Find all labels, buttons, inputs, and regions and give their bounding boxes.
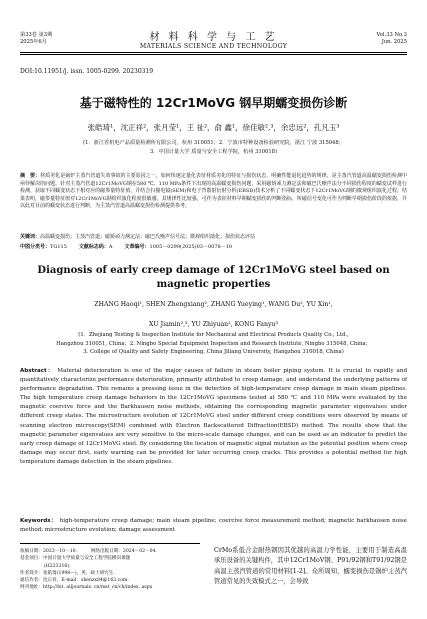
volume-cn: 第33卷 第3期 — [20, 32, 53, 38]
authors-cn: 张皓琦¹，沈正祥²，张月莹¹，王 祉²，俞 鑫¹，徐佳敏²,³，余忠远²，孔凡玉³ — [87, 123, 340, 132]
title-cn: 基于磁特性的 12Cr1MoVG 钢早期蠕变损伤诊断 — [79, 96, 348, 110]
footnote — [20, 548, 216, 592]
journal-name-cn: 材 料 科 学 与 工 艺 — [149, 32, 278, 43]
affiliations-cn — [20, 139, 407, 156]
abstract-en-label: Abstract： — [20, 368, 55, 374]
header-right — [377, 32, 407, 46]
authors-en-line2: XU Jiamin²,³, YU Zhiyuan², KONG Fanyu³ — [149, 321, 278, 328]
abstract-cn — [20, 173, 407, 211]
clc-value: TG115 — [50, 244, 67, 250]
affiliation-cn-line: (1．浙江省机电产品质量检测所有限公司，杭州 310051；2．宁波市特种设备检验研究院，浙江 宁波 315048； — [83, 140, 344, 146]
doi[interactable]: DOI:10.11951/j. issn. 1005-0299. 20230319 — [20, 68, 154, 75]
header-rule-thin — [20, 54, 407, 55]
keywords-cn-label: 关键词： — [20, 234, 41, 240]
date-cn: 2025年6月 — [20, 39, 47, 45]
abstract-cn-text: 材质劣化是锅炉主蒸汽管道失效事故的主要原因之一，如何快速定量化表征材质劣化的特征与损伤状态，明确性能退化趋势的规律，是主蒸汽管道高温蠕变损伤检测中亟待解决的问题。针对主蒸汽管道12Cr1MoVG钢在580 ℃、110 MPa条件下出现的高温蠕变损伤问题，采用磁矫顽力测定法和磁巴氏噪声法分不同损伤程度的蠕变试样进行检测，获取不同蠕变状态下相对应的磁参量特征值，并结合扫描电镜(SEM)和电子背散射衍射分析(EBSD)技术分析了不同蠕变状态下12Cr1MoVG钢的微观组织演化过程，结果表明，磁参量特征值对12Cr1MoVG钢组织演化程度很敏感，其规律性比较强，可作为表征材料早期蠕变损伤的判断指标，所磁信号变化可作为判断早期损伤阶段的依据，并以此对目前的蠕变状态进行判断，为主蒸汽管道高温蠕变损伤检测提供参考。 — [20, 173, 407, 210]
affiliation-en-line: Hangzhou 310051, China；2. Ningbo Special Equipment Inspection and Research Institute, Ningbo 315048, China； — [56, 340, 371, 347]
journal-header — [20, 28, 407, 54]
fund-line: 基金项目：中国计量大学质量与安全工程学院横向课题 — [20, 556, 131, 562]
abstract-en — [20, 367, 407, 467]
authors-en-line1: ZHANG Haoqi¹, SHEN Zhengxiang², ZHANG Yueying¹, WANG Du², YU Xin¹, — [94, 301, 333, 308]
article-no-field — [125, 243, 233, 250]
article-no-label: 文章编号： — [124, 244, 150, 250]
classification-row — [20, 243, 407, 250]
abstract-en-text: Material deterioration is one of the major causes of failure in steam boiler piping system. It is crucial to rapidly and quantitatively characterize performance deterioration, primarily attributed to creep damage, and understand the underlying patterns of performance degradation. This remains a pressing issue in the detection of high-temperature creep damage in main steam pipelines. The high temperature creep damage behaviors in the 12Cr1MoVG specimens tested at 580 ℃ and 110 MPa were evaluated by the magnetic coercive force and the Barkhausen noise methods, obtaining the corresponding magnetic parameter eigenvalues under different creep states. The microstructure evolution of 12Cr1MoVG steel under different creep conditions were observed by means of scanning electron microscopy(SEM) combined with Electron Backscattered Diffraction(EBSD) method. The results show that the magnetic parameter eigenvalues are very sensitive to the micro-scale damage changes, and can be used as an indicator to predict the early creep damage of 12Cr1MoVG steel. By considering the location of magnetic signal mutation as the potential position where creep damage may occur first, early warning can be provided for later occurring creep cracks. This provides a potential method for high temperature damage detection in the steam pipelines. — [20, 368, 407, 465]
clc-label: 中图分类号： — [20, 244, 51, 250]
clc-field — [20, 243, 67, 250]
article-no-value: 1005－0299(2025)03－0078－10 — [149, 244, 233, 250]
header-rule-thick — [20, 52, 407, 53]
affiliation-cn-line: 3．中国计量大学 质量与安全工程学院，杭州 310018) — [150, 148, 277, 155]
keywords-cn — [20, 234, 407, 242]
affiliation-en-line: (1．Zhejiang Testing & Inspection Institute for Mechanical and Electrical Products Quality Co., Ltd., — [78, 332, 349, 338]
journal-url[interactable]: 网刊地址：http://hit. alljournals. cn/mst_cn/ch/index. aspx — [20, 585, 153, 591]
body-text: CrMo系低合金耐热钢因其优越的高温力学性能，主要用于制造高温承压设备的关键构件，其中12Cr1MoV钢、P91/92钢和T91/92钢是高温主蒸汽管道的常用材料[1-2]。众所周知，蠕变损伤是锅炉主蒸汽管道常见的失效模式之一，会导致 — [214, 547, 407, 586]
abstract-cn-label: 摘 要： — [20, 173, 41, 179]
header-center — [20, 28, 407, 50]
affiliations-en — [20, 331, 407, 357]
keywords-en-label: Keywords： — [20, 518, 58, 524]
date-en: Jun. 2025 — [381, 39, 407, 45]
footnote-rule — [20, 543, 200, 544]
title-en: Diagnosis of early creep damage of 12Cr1MoVG steel based on magnetic properties — [37, 265, 390, 290]
received-date: 收稿日期：2023－10－10. 网络出版日期：2024－02－04. — [20, 549, 157, 554]
doc-code-value: A — [108, 244, 113, 250]
fund-line-cont: (H223316). — [44, 563, 71, 569]
volume-en: Vol.33 No.3 — [376, 32, 407, 38]
doc-code-field — [79, 243, 113, 250]
keywords-en-text: high-temperature creep damage; main steam pipeline; coercive force measurement method; magnetic barkhausen noise method; microstructure evolution; damage assessment — [20, 518, 407, 534]
journal-name-en: MATERIALS SCIENCE AND TECHNOLOGY — [139, 43, 288, 50]
keywords-en — [20, 517, 407, 535]
doc-code-label: 文献标志码： — [78, 244, 109, 250]
keywords-cn-text: 高温蠕变损伤；主蒸汽管道；磁矫顽力测定法；磁巴氏噪声信号法；微观组织演化；损伤状态评估 — [40, 234, 256, 240]
author-bio: 作者简介：张皓琦(1998—)，男，硕士研究生. — [20, 570, 115, 576]
corresponding-author: 通信作者：沈正祥，E-mail：shenzx84@163.com. — [20, 578, 129, 584]
affiliation-en-line: 3. College of Quality and Safety Engineering, China Jiliang University, Hangzhou 310018, China) — [83, 349, 344, 355]
